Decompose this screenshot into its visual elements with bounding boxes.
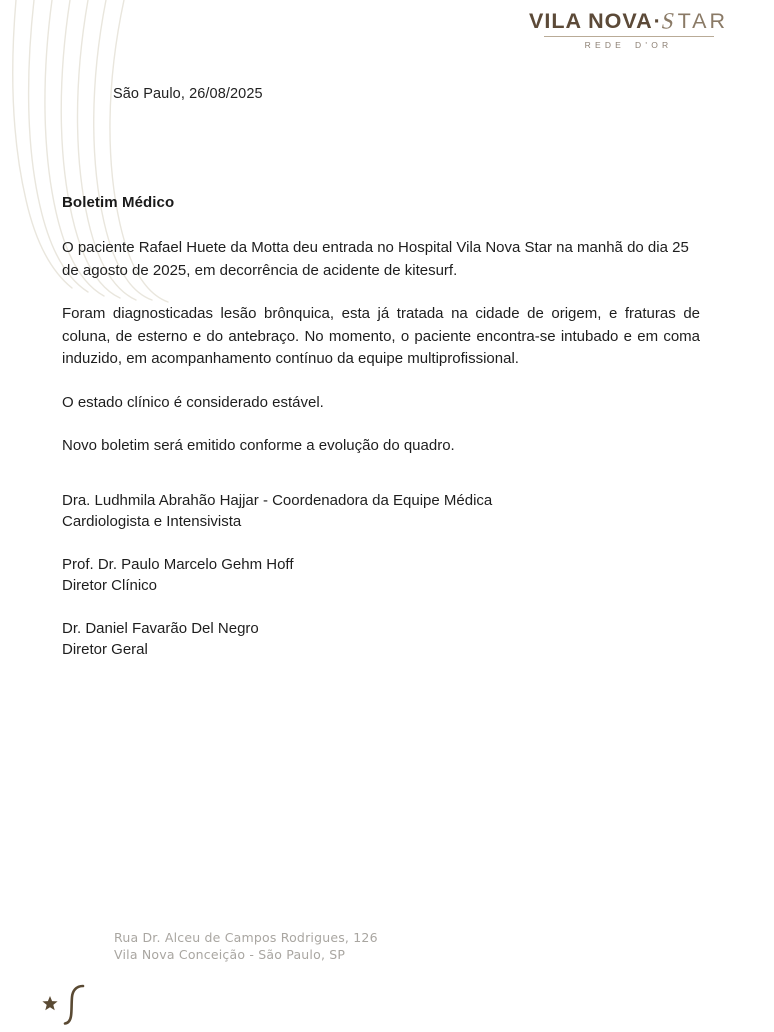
signatory	[62, 554, 700, 596]
paragraph-clinical-status: O estado clínico é considerado estável.	[62, 393, 324, 411]
footer-address-line-1: Rua Dr. Alceu de Campos Rodrigues, 126	[114, 930, 378, 945]
logo-wordmark	[521, 8, 736, 34]
logo-secondary-text	[659, 7, 728, 34]
signatory-name: Dra. Ludhmila Abrahão Hajjar - Coordenadora da Equipe Médica	[62, 492, 493, 509]
signatory	[62, 618, 700, 660]
signatory-role: Diretor Geral	[62, 641, 148, 658]
date-line: São Paulo, 26/08/2025	[113, 86, 263, 102]
document-body	[62, 194, 700, 479]
signatory	[62, 490, 700, 532]
brand-logo	[521, 8, 736, 50]
signatory-role: Cardiologista e Intensivista	[62, 513, 242, 530]
paragraph-admission: O paciente Rafael Huete da Motta deu entrada no Hospital Vila Nova Star na manhã do dia 25 de agosto de 2025, em decorrência de acidente de kitesurf.	[62, 239, 689, 279]
logo-tagline	[521, 40, 736, 50]
footer-address	[114, 929, 378, 963]
logo-divider-rule	[544, 36, 714, 37]
logo-stylized-s: S	[659, 7, 681, 34]
logo-separator-dot: ·	[653, 9, 662, 33]
signatory-name: Prof. Dr. Paulo Marcelo Gehm Hoff	[62, 556, 294, 573]
star-icon	[42, 996, 57, 1010]
signatory-name: Dr. Daniel Favarão Del Negro	[62, 620, 259, 637]
paragraph-diagnosis: Foram diagnosticadas lesão brônquica, esta já tratada na cidade de origem, e fraturas de coluna, de esterno e do antebraço. No momento, o paciente encontra-se intubado e em coma induzido, em acompanhamento contínuo da equipe multiprofissional.	[62, 305, 700, 367]
footer-address-line-2: Vila Nova Conceição - São Paulo, SP	[114, 947, 346, 962]
page-title: Boletim Médico	[62, 194, 175, 211]
logo-primary-text: VILA NOVA	[529, 9, 653, 33]
paragraph-next-bulletin: Novo boletim será emitido conforme a evolução do quadro.	[62, 437, 455, 454]
footer-brand-mark	[36, 982, 106, 1027]
logo-tagline-dor: D'OR	[635, 40, 673, 50]
logo-secondary-rest: TAR	[677, 9, 728, 33]
logo-tagline-rede: REDE	[584, 40, 626, 50]
flourish-s-icon	[65, 986, 83, 1024]
signatory-role: Diretor Clínico	[62, 577, 158, 594]
signature-block	[62, 490, 700, 682]
